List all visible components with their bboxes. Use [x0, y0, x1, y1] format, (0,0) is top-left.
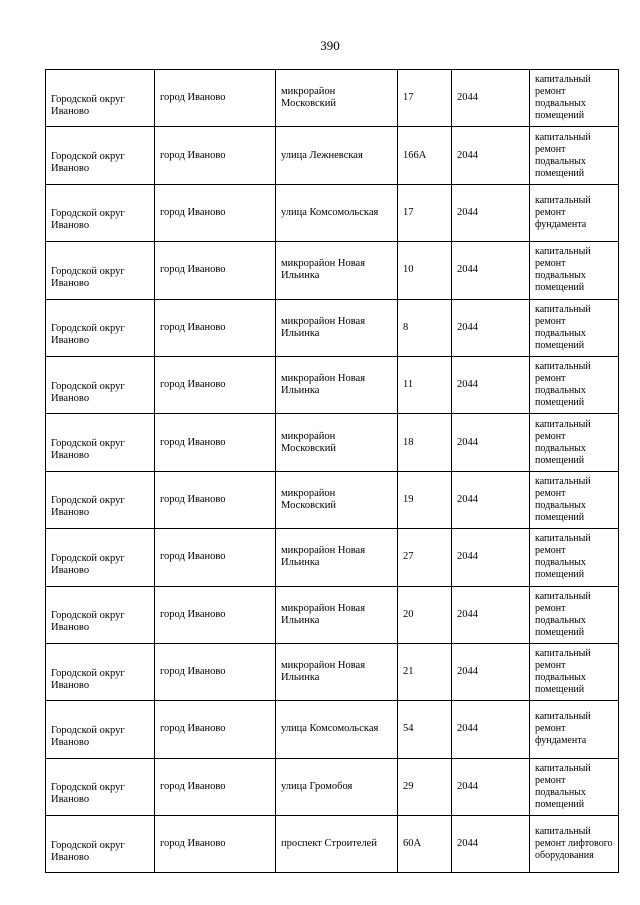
cell-district-text: Городской округ Иваново: [51, 610, 125, 634]
cell-year-text: 2044: [457, 723, 478, 735]
cell-city-text: город Иваново: [160, 780, 226, 792]
cell-year: [452, 643, 530, 700]
cell-street: [276, 70, 398, 127]
cell-work-type-text: капитальный ремонт лифтового оборудования: [535, 826, 613, 862]
cell-work-type: [530, 586, 619, 643]
table-row: [46, 299, 619, 356]
table-row: [46, 70, 619, 127]
cell-house-number-text: 17: [403, 92, 414, 104]
cell-city: [155, 127, 276, 184]
cell-district: [46, 242, 155, 299]
cell-city: [155, 643, 276, 700]
cell-work-type-text: капитальный ремонт фундамента: [535, 194, 591, 230]
cell-work-type-text: капитальный ремонт фундамента: [535, 711, 591, 747]
cell-city: [155, 70, 276, 127]
table-row: [46, 816, 619, 873]
cell-district-text: Городской округ Иваново: [51, 323, 125, 347]
cell-work-type: [530, 701, 619, 758]
cell-house-number-text: 17: [403, 206, 414, 218]
cell-district-text: Городской округ Иваново: [51, 667, 125, 691]
table-row: [46, 127, 619, 184]
cell-year-text: 2044: [457, 493, 478, 505]
cell-street-text: улица Комсомольская: [281, 206, 379, 218]
cell-year: [452, 758, 530, 815]
table-row: [46, 242, 619, 299]
cell-district-text: Городской округ Иваново: [51, 265, 125, 289]
cell-house-number-text: 11: [403, 379, 414, 391]
cell-district: [46, 414, 155, 471]
cell-year-text: 2044: [457, 780, 478, 792]
cell-street: [276, 643, 398, 700]
cell-district-text: Городской округ Иваново: [51, 839, 125, 863]
cell-year-text: 2044: [457, 206, 478, 218]
cell-house-number: [398, 758, 452, 815]
table-row: [46, 586, 619, 643]
cell-house-number: [398, 299, 452, 356]
cell-house-number: [398, 242, 452, 299]
cell-year-text: 2044: [457, 321, 478, 333]
cell-street-text: микрорайон Новая Ильинка: [281, 373, 366, 397]
cell-street-text: микрорайон Московский: [281, 86, 336, 110]
cell-street-text: улица Лежневская: [281, 149, 363, 161]
cell-district: [46, 586, 155, 643]
cell-city-text: город Иваново: [160, 264, 226, 276]
cell-work-type-text: капитальный ремонт подвальных помещений: [535, 303, 591, 351]
cell-house-number-text: 21: [403, 666, 414, 678]
cell-street-text: микрорайон Московский: [281, 430, 336, 454]
cell-city: [155, 758, 276, 815]
cell-street-text: микрорайон Новая Ильинка: [281, 660, 366, 684]
cell-year-text: 2044: [457, 838, 478, 850]
cell-city-text: город Иваново: [160, 206, 226, 218]
cell-work-type: [530, 242, 619, 299]
cell-city: [155, 586, 276, 643]
cell-city-text: город Иваново: [160, 493, 226, 505]
cell-year: [452, 299, 530, 356]
cell-street: [276, 356, 398, 413]
cell-city-text: город Иваново: [160, 321, 226, 333]
cell-city: [155, 356, 276, 413]
cell-street: [276, 701, 398, 758]
cell-city: [155, 701, 276, 758]
cell-work-type: [530, 414, 619, 471]
cell-house-number-text: 166А: [403, 149, 427, 161]
cell-house-number-text: 19: [403, 493, 414, 505]
cell-city: [155, 471, 276, 528]
cell-street: [276, 586, 398, 643]
cell-street: [276, 127, 398, 184]
cell-city: [155, 184, 276, 241]
cell-work-type: [530, 356, 619, 413]
cell-house-number-text: 29: [403, 780, 414, 792]
cell-district: [46, 70, 155, 127]
cell-house-number-text: 18: [403, 436, 414, 448]
cell-district: [46, 471, 155, 528]
cell-work-type-text: капитальный ремонт подвальных помещений: [535, 418, 591, 466]
cell-house-number-text: 20: [403, 608, 414, 620]
cell-year: [452, 529, 530, 586]
cell-city: [155, 299, 276, 356]
cell-street: [276, 414, 398, 471]
cell-work-type-text: капитальный ремонт подвальных помещений: [535, 246, 591, 294]
cell-district: [46, 816, 155, 873]
cell-street-text: микрорайон Новая Ильинка: [281, 545, 366, 569]
cell-work-type-text: капитальный ремонт подвальных помещений: [535, 361, 591, 409]
cell-house-number-text: 60А: [403, 838, 422, 850]
table-row: [46, 643, 619, 700]
cell-street-text: микрорайон Московский: [281, 487, 336, 511]
page-number: 390: [320, 38, 340, 53]
cell-house-number: [398, 529, 452, 586]
cell-work-type: [530, 299, 619, 356]
cell-house-number: [398, 414, 452, 471]
cell-district-text: Городской округ Иваново: [51, 438, 125, 462]
cell-year: [452, 701, 530, 758]
cell-house-number-text: 54: [403, 723, 414, 735]
cell-street: [276, 816, 398, 873]
cell-work-type-text: капитальный ремонт подвальных помещений: [535, 533, 591, 581]
cell-district-text: Городской округ Иваново: [51, 93, 125, 117]
cell-year-text: 2044: [457, 92, 478, 104]
cell-work-type: [530, 816, 619, 873]
cell-work-type-text: капитальный ремонт подвальных помещений: [535, 74, 591, 122]
cell-year-text: 2044: [457, 379, 478, 391]
cell-year: [452, 414, 530, 471]
cell-street: [276, 471, 398, 528]
cell-district-text: Городской округ Иваново: [51, 724, 125, 748]
cell-city-text: город Иваново: [160, 379, 226, 391]
cell-street: [276, 758, 398, 815]
cell-house-number: [398, 184, 452, 241]
cell-district: [46, 184, 155, 241]
cell-city: [155, 242, 276, 299]
table-row: [46, 758, 619, 815]
cell-year: [452, 586, 530, 643]
cell-street-text: микрорайон Новая Ильинка: [281, 315, 366, 339]
cell-district-text: Городской округ Иваново: [51, 552, 125, 576]
cell-work-type-text: капитальный ремонт подвальных помещений: [535, 762, 591, 810]
cell-city-text: город Иваново: [160, 723, 226, 735]
cell-work-type-text: капитальный ремонт подвальных помещений: [535, 131, 591, 179]
cell-work-type: [530, 70, 619, 127]
cell-year-text: 2044: [457, 264, 478, 276]
cell-year: [452, 816, 530, 873]
cell-house-number: [398, 586, 452, 643]
cell-district: [46, 299, 155, 356]
cell-street-text: улица Комсомольская: [281, 723, 379, 735]
table-row: [46, 471, 619, 528]
cell-street-text: микрорайон Новая Ильинка: [281, 602, 366, 626]
table-row: [46, 701, 619, 758]
cell-work-type-text: капитальный ремонт подвальных помещений: [535, 475, 591, 523]
cell-work-type: [530, 643, 619, 700]
cell-city: [155, 816, 276, 873]
cell-house-number: [398, 701, 452, 758]
cell-work-type: [530, 127, 619, 184]
cell-house-number-text: 10: [403, 264, 414, 276]
cell-year-text: 2044: [457, 608, 478, 620]
cell-district-text: Городской округ Иваново: [51, 208, 125, 232]
cell-district-text: Городской округ Иваново: [51, 151, 125, 175]
cell-city-text: город Иваново: [160, 436, 226, 448]
cell-house-number: [398, 70, 452, 127]
cell-city-text: город Иваново: [160, 149, 226, 161]
cell-work-type: [530, 184, 619, 241]
cell-district: [46, 127, 155, 184]
cell-house-number: [398, 356, 452, 413]
cell-street: [276, 529, 398, 586]
cell-district: [46, 758, 155, 815]
table-row: [46, 356, 619, 413]
cell-house-number: [398, 816, 452, 873]
cell-year-text: 2044: [457, 666, 478, 678]
cell-city: [155, 529, 276, 586]
cell-district-text: Городской округ Иваново: [51, 782, 125, 806]
cell-city-text: город Иваново: [160, 838, 226, 850]
table-body: [46, 70, 619, 873]
cell-street-text: микрорайон Новая Ильинка: [281, 258, 366, 282]
cell-year: [452, 242, 530, 299]
cell-street-text: проспект Строителей: [281, 838, 377, 850]
cell-house-number: [398, 643, 452, 700]
cell-city-text: город Иваново: [160, 551, 226, 563]
cell-house-number: [398, 471, 452, 528]
cell-year: [452, 471, 530, 528]
cell-district: [46, 529, 155, 586]
cell-work-type: [530, 758, 619, 815]
cell-work-type-text: капитальный ремонт подвальных помещений: [535, 590, 591, 638]
cell-city: [155, 414, 276, 471]
cell-year: [452, 356, 530, 413]
cell-district: [46, 643, 155, 700]
cell-street: [276, 184, 398, 241]
cell-district-text: Городской округ Иваново: [51, 380, 125, 404]
cell-year: [452, 127, 530, 184]
cell-house-number-text: 8: [403, 321, 409, 333]
cell-district: [46, 356, 155, 413]
table-row: [46, 529, 619, 586]
cell-year-text: 2044: [457, 551, 478, 563]
cell-street-text: улица Громобоя: [281, 780, 353, 792]
cell-street: [276, 242, 398, 299]
table-row: [46, 184, 619, 241]
table-row: [46, 414, 619, 471]
cell-district-text: Городской округ Иваново: [51, 495, 125, 519]
cell-year-text: 2044: [457, 149, 478, 161]
cell-city-text: город Иваново: [160, 666, 226, 678]
cell-city-text: город Иваново: [160, 608, 226, 620]
cell-work-type: [530, 529, 619, 586]
cell-house-number: [398, 127, 452, 184]
cell-district: [46, 701, 155, 758]
cell-house-number-text: 27: [403, 551, 414, 563]
cell-work-type: [530, 471, 619, 528]
repair-schedule-table: [45, 69, 619, 873]
cell-year: [452, 70, 530, 127]
cell-year-text: 2044: [457, 436, 478, 448]
cell-year: [452, 184, 530, 241]
cell-city-text: город Иваново: [160, 92, 226, 104]
cell-work-type-text: капитальный ремонт подвальных помещений: [535, 648, 591, 696]
cell-street: [276, 299, 398, 356]
